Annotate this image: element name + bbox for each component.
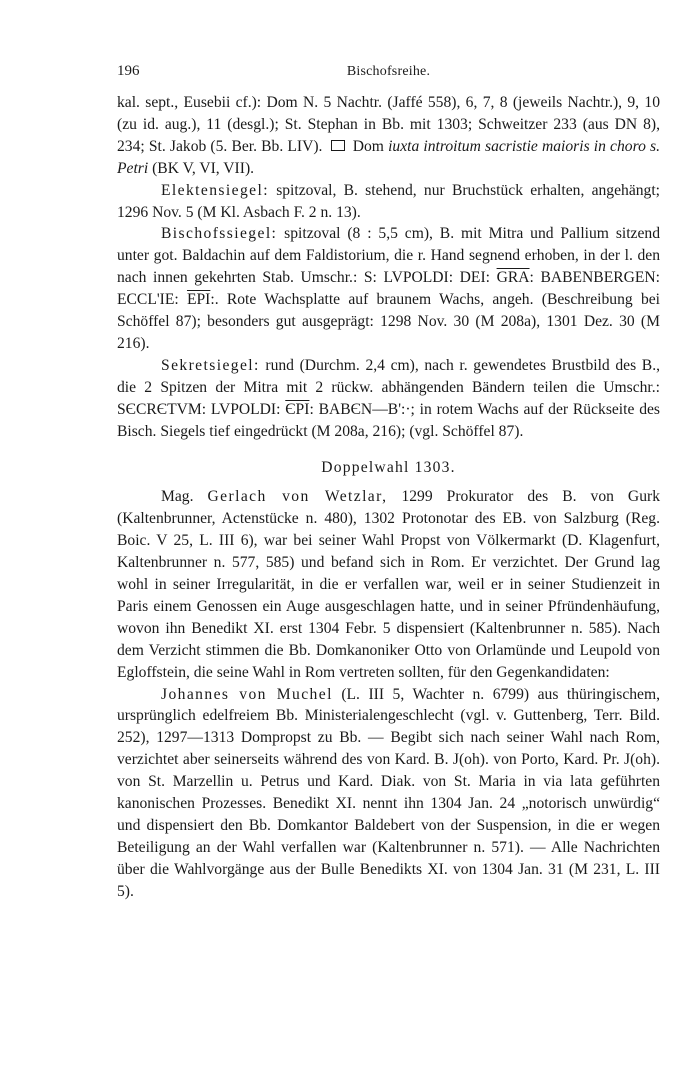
abbrev-epi: $\overline{EPI}$ (186, 291, 211, 309)
burial-box-icon (331, 140, 345, 151)
page-number: 196 (117, 63, 140, 79)
johannes-text: (L. III 5, Wachter n. 6799) aus thüringischem, ursprünglich edelfreiem Bb. Ministerialengeschlecht (vgl. v. Guttenberg, Terr. Bild. 252), 1297—1313 Dompropst zu Bb. — Begibt sich nach seiner Wahl nach Rom, verzichtet aber seinerseits während des von Kard. B. J(oh). von Porto, Kard. Pr. J(oh). von St. Marzellin u. Petrus und Kard. Diak. von St. Maria in via lata geführten kanonischen Prozesses. Benedikt XI. nennt ihn 1304 Jan. 24 „notorisch unwürdig“ und dispensiert den Bb. Domkantor Baldebert von der Suspension, in die er wegen Beteiligung an der Wahl verfallen war (Kaltenbrunner n. 571). — Alle Nachrichten über die Wahlvorgänge aus der Bulle Benedikts XI. von 1304 Jan. 31 (M 231, L. III 5). (117, 685, 660, 900)
sekretsiegel-text: rund (Durchm. 2,4 cm), nach r. gewendetes Brustbild des B., die 2 Spitzen der Mitra mit 2 rückw. abhängenden Bändern teilen die Umschr.: SЄCRЄTVM: LVPOLDI: (117, 356, 660, 418)
paragraph-gerlach (117, 486, 660, 683)
burial-location: iuxta introitum sacristie maioris in choro s. Petri (117, 137, 660, 177)
burial-reference: (BK V, VI, VII). (152, 159, 255, 177)
paragraph-elektensiegel (117, 180, 660, 224)
abbrev-epi-secret: ЄPI (285, 400, 310, 418)
sekretsiegel-description: : BABЄN—B':·; in rotem Wachs auf der Rückseite des Bisch. Siegels tief eingedrückt (M 208a, 216); (vgl. Schöffel 87). (117, 400, 660, 440)
term-elektensiegel: Elektensiegel: (161, 181, 269, 199)
term-sekretsiegel: Sekretsiegel: (161, 356, 260, 374)
title-magister: Mag. (161, 488, 194, 506)
person-johannes: Johannes von Muchel (161, 685, 333, 703)
running-title: Bischofsreihe. (346, 64, 431, 79)
paragraph-sekretsiegel (117, 355, 660, 443)
gerlach-text: 1299 Prokurator des B. von Gurk (Kaltenbrunner, Actenstücke n. 480), 1302 Protonotar des EB. von Salzburg (Reg. Boic. V 25, L. III 6), war bei seiner Wahl Propst von Völkermarkt (D. Klagenfurt, Kaltenbrunner n. 577, 585) und befand sich in Rom. Er verzichtet. Der Grund lag wohl in seiner Irregularität, in die er verfallen war, weil er in seiner Studienzeit in Paris einem Genossen ein Auge ausgeschlagen hatte, und in seiner Pfründenhäufung, wovon ihn Benedikt XI. erst 1304 Febr. 5 dispensiert (Kaltenbrunner n. 585). Nach dem Verzicht stimmen die Bb. Domkanoniker Otto von Orlamünde und Leupold von Egloffstein, die seine Wahl in Rom vertreten sollten, für den Gegenkandidaten: (117, 488, 660, 681)
sources-text: kal. sept., Eusebii cf.): Dom N. 5 Nachtr. (Jaffé 558), 6, 7, 8 (jeweils Nachtr.), 9, 10 (zu id. aug.), 11 (desgl.); St. Stephan in Bb. mit 1303; Schweitzer 233 (aus DN 8), 234; St. Jakob (5. Ber. Bb. LIV). (117, 94, 660, 155)
burial-label: Dom (352, 137, 384, 155)
paragraph-burial-sources (117, 92, 660, 180)
term-bischofssiegel: Bischofssiegel: (161, 225, 278, 243)
abbrev-gra: $\overline{GRA}$ (496, 269, 530, 287)
bischofssiegel-description: :. Rote Wachsplatte auf braunem Wachs, angeh. (Beschreibung bei Schöffel 87); besonders gut ausgeprägt: 1298 Nov. 30 (M 208a), 1301 Dez. 30 (M 216). (117, 291, 661, 352)
paragraph-johannes (117, 684, 660, 903)
elektensiegel-text: spitzoval, B. stehend, nur Bruchstück erhalten, angehängt; 1296 Nov. 5 (M Kl. Asbach F. 2 n. 13). (117, 181, 660, 221)
person-gerlach: Gerlach von Wetzlar, (207, 488, 388, 506)
running-header (117, 63, 660, 87)
paragraph-bischofssiegel (117, 223, 660, 354)
bischofssiegel-legend: : BABENBERGEN: ECCL'IE: (117, 269, 660, 309)
section-heading: Doppelwahl 1303. (321, 458, 456, 476)
bischofssiegel-text: spitzoval (8 : 5,5 cm), B. mit Mitra und Pallium sitzend unter got. Baldachin auf dem Faldistorium, die r. Hand segnend erhoben, in der l. den nach innen gekehrten Stab. Umschr.: S: LVPOLDI: DEI: (117, 225, 660, 287)
page-body (117, 92, 660, 903)
